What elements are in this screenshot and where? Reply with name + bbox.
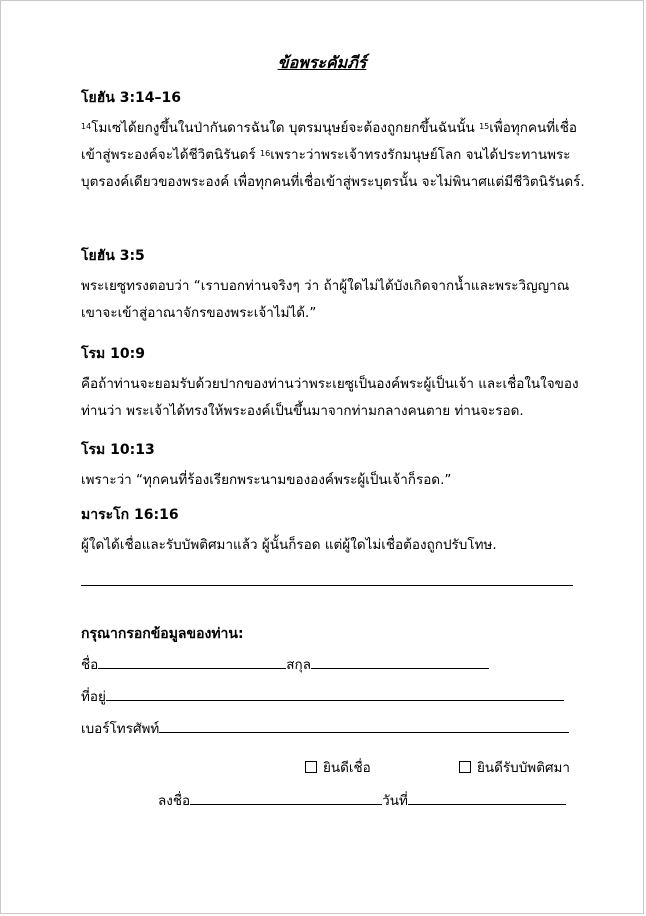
- verse-number: 16: [260, 149, 271, 158]
- baptism-label: ยินดีรับบัพติศมา: [477, 760, 571, 776]
- name-label: ชื่อ: [81, 657, 99, 673]
- form-title: กรุณากรอกข้อมูลของท่าน:: [81, 626, 244, 642]
- passage-text-mark-16-16: ผู้ใดได้เชื่อและรับบัพติศมาแล้ว ผู้นั้นก็รอด แต่ผู้ใดไม่เชื่อต้องถูกปรับโทษ.: [81, 537, 497, 553]
- name-row: [81, 653, 489, 675]
- verse-text: เพื่อทุกคนที่เชื่อเข้าสู่พระองค์จะได้ชีวิตนิรันดร์: [81, 120, 577, 163]
- passage-ref-mark-16-16: มาระโก 16:16: [81, 507, 179, 523]
- passage-text-romans-10-13: เพราะว่า “ทุกคนที่ร้องเรียกพระนามขององค์พระผู้เป็นเจ้าก็รอด.”: [81, 472, 452, 488]
- address-field[interactable]: [106, 686, 564, 701]
- verse-number: 14: [81, 122, 92, 131]
- passage-text-john-3-5: พระเยซูทรงตอบว่า “เราบอกท่านจริงๆ ว่า ถ้าผู้ใดไม่ได้บังเกิดจากน้ำและพระวิญญาณ เขาจะเข้าสู่อาณาจักรของพระเจ้าไม่ได้.”: [81, 278, 570, 321]
- phone-label: เบอร์โทรศัพท์: [81, 721, 160, 737]
- date-field[interactable]: [408, 790, 566, 805]
- name-field[interactable]: [98, 654, 286, 669]
- verse-number: 15: [479, 122, 490, 131]
- passage-text-john-3-14: [81, 115, 586, 196]
- passage-ref-romans-10-13: โรม 10:13: [81, 442, 155, 458]
- address-row: [81, 685, 564, 707]
- signature-row: [158, 789, 566, 811]
- passage-ref-john-3-14: โยฮัน 3:14–16: [81, 90, 182, 106]
- phone-field[interactable]: [159, 718, 569, 733]
- signature-field[interactable]: [190, 790, 382, 805]
- signature-label: ลงชื่อ: [158, 793, 191, 809]
- baptism-checkbox[interactable]: [459, 761, 471, 773]
- phone-row: [81, 717, 569, 739]
- document-title: ข้อพระคัมภีร์: [277, 53, 367, 72]
- address-label: ที่อยู่: [81, 689, 106, 705]
- verse-text: เพราะว่าพระเจ้าทรงรักมนุษย์โลก จนได้ประทานพระบุตรองค์เดียวของพระองค์ เพื่อทุกคนที่เชื่อเข้าสู่พระบุตรนั้น จะไม่พินาศแต่มีชีวิตนิรันดร์.: [81, 147, 585, 190]
- separator-line: [81, 585, 573, 586]
- surname-field[interactable]: [311, 654, 489, 669]
- passage-text-romans-10-9: คือถ้าท่านจะยอมรับด้วยปากของท่านว่าพระเยซูเป็นองค์พระผู้เป็นเจ้า และเชื่อในใจของท่านว่า พระเจ้าได้ทรงให้พระองค์เป็นขึ้นมาจากท่ามกลางคนตาย ท่านจะรอด.: [81, 376, 579, 419]
- believe-checkbox[interactable]: [305, 761, 317, 773]
- believe-label: ยินดีเชื่อ: [323, 760, 371, 776]
- passage-ref-john-3-5: โยฮัน 3:5: [81, 248, 145, 264]
- passage-ref-romans-10-9: โรม 10:9: [81, 346, 145, 362]
- baptism-option: [459, 756, 570, 778]
- date-label: วันที่: [382, 793, 408, 809]
- verse-text: โมเซได้ยกงูขึ้นในป่ากันดารฉันใด บุตรมนุษย์จะต้องถูกยกขึ้นฉันนั้น: [91, 120, 480, 136]
- believe-option: [305, 756, 371, 778]
- surname-label: สกุล: [286, 657, 311, 673]
